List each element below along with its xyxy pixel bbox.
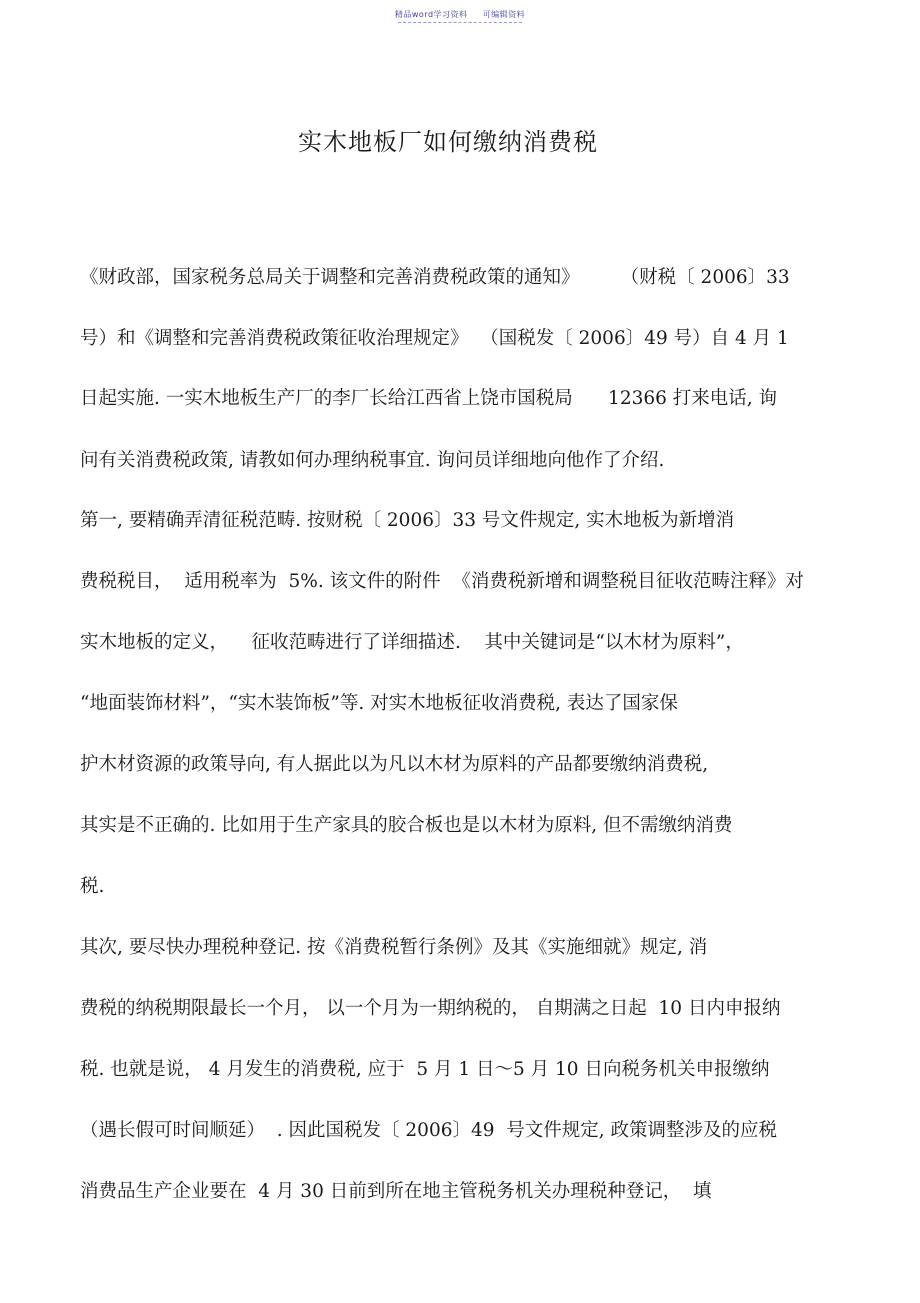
body-line: 税. bbox=[80, 876, 105, 897]
header-left-text: 精品word学习资料 bbox=[394, 10, 468, 19]
body-line: 其实是不正确的. 比如用于生产家具的胶合板也是以木材为原料, 但不需缴纳消费 bbox=[80, 815, 733, 836]
body-line: “地面装饰材料”，“实木装饰板”等. 对实木地板征收消费税, 表达了国家保 bbox=[80, 693, 678, 714]
body-line: 费税税目， 适用税率为 5%. 该文件的附件 《消费税新增和调整税目征收范畴注释》对 bbox=[80, 571, 804, 592]
body-line: 问有关消费税政策, 请教如何办理纳税事宜. 询问员详细地向他作了介绍. bbox=[80, 450, 665, 471]
header-divider bbox=[398, 22, 522, 23]
body-line: 《财政部，国家税务总局关于调整和完善消费税政策的通知》 （财税〔 2006〕33 bbox=[80, 267, 790, 288]
body-line: 日起实施. 一实木地板生产厂的李厂长给江西省上饶市国税局 12366 打来电话, 询 bbox=[80, 388, 778, 409]
body-line: 护木材资源的政策导向, 有人据此以为凡以木材为原料的产品都要缴纳消费税, bbox=[80, 754, 709, 775]
body-line: 实木地板的定义， 征收范畴进行了详细描述. 其中关键词是“以木材为原料”， bbox=[80, 632, 744, 653]
body-line: 其次, 要尽快办理税种登记. 按《消费税暂行条例》及其《实施细就》规定, 消 bbox=[80, 937, 708, 958]
body-line: 第一, 要精确弄清征税范畴. 按财税〔 2006〕33 号文件规定, 实木地板为新增消 bbox=[80, 510, 735, 531]
body-line: 费税的纳税期限最长一个月， 以一个月为一期纳税的， 自期满之日起 10 日内申报纳 bbox=[80, 998, 781, 1019]
document-title: 实木地板厂如何缴纳消费税 bbox=[298, 128, 598, 156]
body-line: 税. 也就是说， 4 月发生的消费税, 应于 5 月 1 日～5 月 10 日向税务机关申报缴纳 bbox=[80, 1059, 770, 1080]
body-line: （遇长假可时间顺延） . 因此国税发〔 2006〕49 号文件规定, 政策调整涉及的应税 bbox=[80, 1120, 778, 1141]
body-line: 消费品生产企业要在 4 月 30 日前到所在地主管税务机关办理税种登记， 填 bbox=[80, 1181, 712, 1202]
header-right-text: 可编辑资料 bbox=[482, 10, 526, 19]
body-line: 号）和《调整和完善消费税政策征收治理规定》 （国税发〔 2006〕49 号）自 4 月 1 bbox=[80, 328, 789, 349]
page-header bbox=[0, 9, 920, 20]
